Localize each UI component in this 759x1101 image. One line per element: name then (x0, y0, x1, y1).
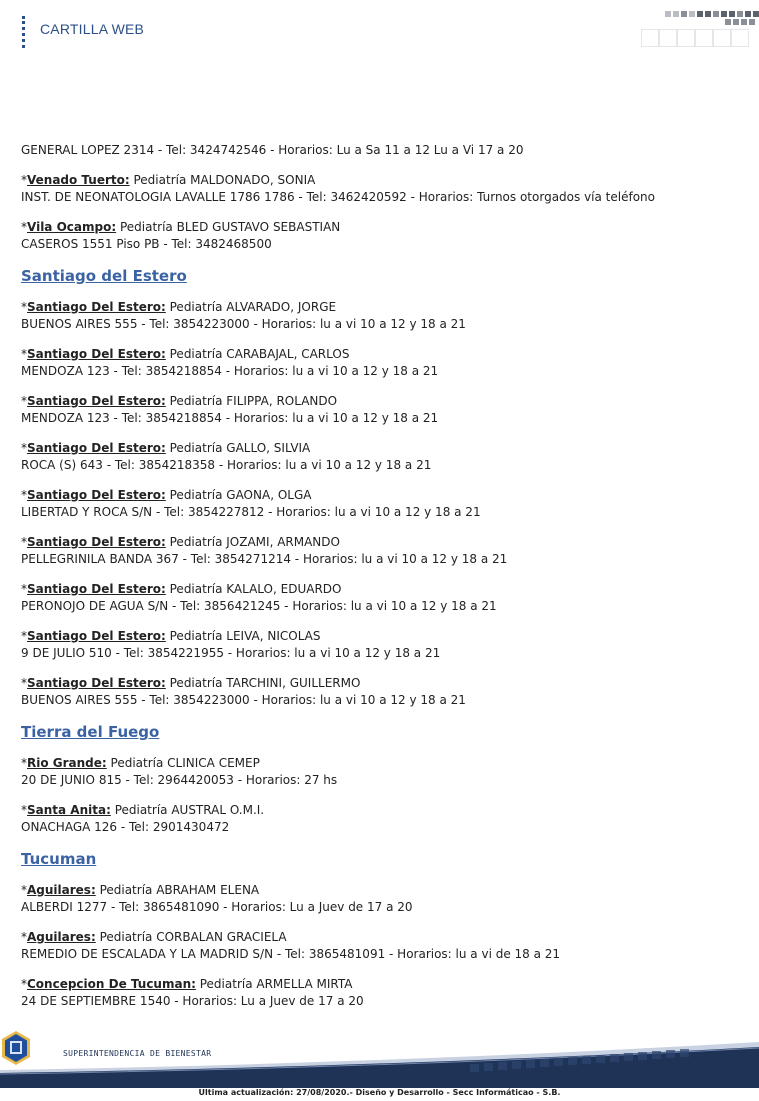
provider-name: Pediatría GAONA, OLGA (165, 488, 312, 502)
address-line: GENERAL LOPEZ 2314 - Tel: 3424742546 - Horarios: Lu a Sa 11 a 12 Lu a Vi 17 a 20 (21, 143, 524, 157)
org-name: SUPERINTENDENCIA DE BIENESTAR (63, 1049, 212, 1058)
provider-line (21, 929, 741, 946)
location-link[interactable]: Venado Tuerto: (27, 173, 130, 187)
address-line: PELLEGRINILA BANDA 367 - Tel: 3854271214 - Horarios: lu a vi 10 a 12 y 18 a 21 (21, 552, 508, 566)
provider-line (21, 487, 741, 504)
grid-box (713, 29, 731, 47)
header-accent-bar (22, 16, 28, 48)
footer-wave-band (0, 1030, 759, 1088)
address-line: MENDOZA 123 - Tel: 3854218854 - Horarios: lu a vi 10 a 12 y 18 a 21 (21, 411, 439, 425)
bullet-star: * (21, 535, 27, 549)
provider-entry (21, 929, 741, 963)
address-line: PERONOJO DE AGUA S/N - Tel: 3856421245 - Horarios: lu a vi 10 a 12 y 18 a 21 (21, 599, 497, 613)
address-line: BUENOS AIRES 555 - Tel: 3854223000 - Horarios: lu a vi 10 a 12 y 18 a 21 (21, 693, 466, 707)
address-line: MENDOZA 123 - Tel: 3854218854 - Horarios: lu a vi 10 a 12 y 18 a 21 (21, 364, 439, 378)
provider-line (21, 802, 741, 819)
grid-square (725, 19, 731, 25)
page-footer (0, 1030, 759, 1101)
location-link[interactable]: Concepcion De Tucuman: (27, 977, 196, 991)
province-heading[interactable]: Tucuman (21, 850, 97, 868)
last-update-text: Ultima actualización: 27/08/2020.- Diseño y Desarrollo - Secc Informáticao - S.B. (198, 1088, 561, 1097)
bullet-star: * (21, 930, 27, 944)
provider-name: Pediatría JOZAMI, ARMANDO (165, 535, 340, 549)
bullet-star: * (21, 756, 27, 770)
bullet-star: * (21, 173, 27, 187)
provider-line (21, 299, 741, 316)
provider-line (21, 534, 741, 551)
address-line: INST. DE NEONATOLOGIA LAVALLE 1786 1786 - Tel: 3462420592 - Horarios: Turnos otorgados vía teléfono (21, 190, 655, 204)
address-line: 24 DE SEPTIEMBRE 1540 - Horarios: Lu a Juev de 17 a 20 (21, 994, 364, 1008)
address-line: ALBERDI 1277 - Tel: 3865481090 - Horarios: Lu a Juev de 17 a 20 (21, 900, 413, 914)
provider-name: Pediatría CLINICA CEMEP (106, 756, 260, 770)
location-link[interactable]: Santiago Del Estero: (27, 488, 166, 502)
provider-line (21, 628, 741, 645)
grid-square (673, 11, 679, 17)
grid-square (713, 11, 719, 17)
address-line: BUENOS AIRES 555 - Tel: 3854223000 - Horarios: lu a vi 10 a 12 y 18 a 21 (21, 317, 466, 331)
grid-square (741, 19, 747, 25)
provider-line (21, 675, 741, 692)
location-link[interactable]: Santiago Del Estero: (27, 629, 166, 643)
grid-square (733, 19, 739, 25)
address-line: 20 DE JUNIO 815 - Tel: 2964420053 - Horarios: 27 hs (21, 773, 338, 787)
provider-entry (21, 299, 741, 333)
location-link[interactable]: Aguilares: (27, 930, 96, 944)
address-line: LIBERTAD Y ROCA S/N - Tel: 3854227812 - Horarios: lu a vi 10 a 12 y 18 a 21 (21, 505, 481, 519)
header-title: CARTILLA WEB (40, 21, 145, 37)
provider-entry (21, 882, 741, 916)
bullet-star: * (21, 977, 27, 991)
page-header (0, 0, 759, 60)
grid-box (731, 29, 749, 47)
location-link[interactable]: Aguilares: (27, 883, 96, 897)
provider-name: Pediatría ARMELLA MIRTA (195, 977, 353, 991)
provider-line (21, 219, 741, 236)
grid-box (659, 29, 677, 47)
grid-square (689, 11, 695, 17)
location-link[interactable]: Santiago Del Estero: (27, 300, 166, 314)
address-line: 9 DE JULIO 510 - Tel: 3854221955 - Horarios: lu a vi 10 a 12 y 18 a 21 (21, 646, 441, 660)
location-link[interactable]: Santiago Del Estero: (27, 535, 166, 549)
address-line: CASEROS 1551 Piso PB - Tel: 3482468500 (21, 237, 272, 251)
location-link[interactable]: Santiago Del Estero: (27, 676, 166, 690)
provider-name: Pediatría CORBALAN GRACIELA (95, 930, 287, 944)
address-line: ONACHAGA 126 - Tel: 2901430472 (21, 820, 230, 834)
location-link[interactable]: Santiago Del Estero: (27, 347, 166, 361)
bullet-star: * (21, 676, 27, 690)
provider-name: Pediatría KALALO, EDUARDO (165, 582, 342, 596)
provider-line (21, 440, 741, 457)
provider-entry (21, 976, 741, 1010)
provider-entry (21, 219, 741, 253)
bullet-star: * (21, 582, 27, 596)
grid-box (695, 29, 713, 47)
provider-name: Pediatría GALLO, SILVIA (165, 441, 311, 455)
provider-list (21, 142, 741, 1023)
bullet-star: * (21, 488, 27, 502)
provider-name: Pediatría CARABAJAL, CARLOS (165, 347, 350, 361)
grid-square (753, 11, 759, 17)
location-link[interactable]: Santiago Del Estero: (27, 394, 166, 408)
header-grid-decoration (635, 11, 757, 47)
address-line: REMEDIO DE ESCALADA Y LA MADRID S/N - Tel: 3865481091 - Horarios: lu a vi de 18 a 21 (21, 947, 561, 961)
location-link[interactable]: Santa Anita: (27, 803, 111, 817)
provider-line (21, 976, 741, 993)
location-link[interactable]: Santiago Del Estero: (27, 441, 166, 455)
provider-entry (21, 142, 741, 159)
bullet-star: * (21, 803, 27, 817)
provider-entry (21, 755, 741, 789)
location-link[interactable]: Santiago Del Estero: (27, 582, 166, 596)
provider-entry (21, 346, 741, 380)
provider-entry (21, 581, 741, 615)
provider-entry (21, 393, 741, 427)
provider-name: Pediatría FILIPPA, ROLANDO (165, 394, 338, 408)
grid-square (681, 11, 687, 17)
grid-square (697, 11, 703, 17)
bullet-star: * (21, 441, 27, 455)
provider-name: Pediatría ALVARADO, JORGE (165, 300, 337, 314)
superintendencia-logo (0, 1030, 32, 1066)
grid-box (641, 29, 659, 47)
provider-name: Pediatría MALDONADO, SONIA (129, 173, 316, 187)
grid-square (665, 11, 671, 17)
provider-line (21, 172, 741, 189)
bullet-star: * (21, 883, 27, 897)
grid-square (749, 19, 755, 25)
provider-line (21, 755, 741, 772)
bullet-star: * (21, 394, 27, 408)
provider-line (21, 393, 741, 410)
provider-name: Pediatría BLED GUSTAVO SEBASTIAN (116, 220, 341, 234)
provider-name: Pediatría ABRAHAM ELENA (95, 883, 260, 897)
provider-entry (21, 628, 741, 662)
provider-name: Pediatría TARCHINI, GUILLERMO (165, 676, 361, 690)
provider-line (21, 346, 741, 363)
provider-entry (21, 675, 741, 709)
provider-entry (21, 534, 741, 568)
provider-line (21, 581, 741, 598)
provider-entry (21, 802, 741, 836)
bullet-star: * (21, 220, 27, 234)
provider-line (21, 882, 741, 899)
provider-name: Pediatría AUSTRAL O.M.I. (110, 803, 265, 817)
grid-square (745, 11, 751, 17)
address-line: ROCA (S) 643 - Tel: 3854218358 - Horarios: lu a vi 10 a 12 y 18 a 21 (21, 458, 432, 472)
location-link[interactable]: Vila Ocampo: (27, 220, 117, 234)
provider-entry (21, 487, 741, 521)
provider-name: Pediatría LEIVA, NICOLAS (165, 629, 321, 643)
grid-square (705, 11, 711, 17)
province-heading[interactable]: Tierra del Fuego (21, 723, 160, 741)
grid-square (737, 11, 743, 17)
grid-box (677, 29, 695, 47)
location-link[interactable]: Rio Grande: (27, 756, 107, 770)
bullet-star: * (21, 300, 27, 314)
province-heading[interactable]: Santiago del Estero (21, 267, 187, 285)
grid-square (721, 11, 727, 17)
bullet-star: * (21, 347, 27, 361)
grid-square (729, 11, 735, 17)
provider-entry (21, 440, 741, 474)
bullet-star: * (21, 629, 27, 643)
provider-entry (21, 172, 741, 206)
